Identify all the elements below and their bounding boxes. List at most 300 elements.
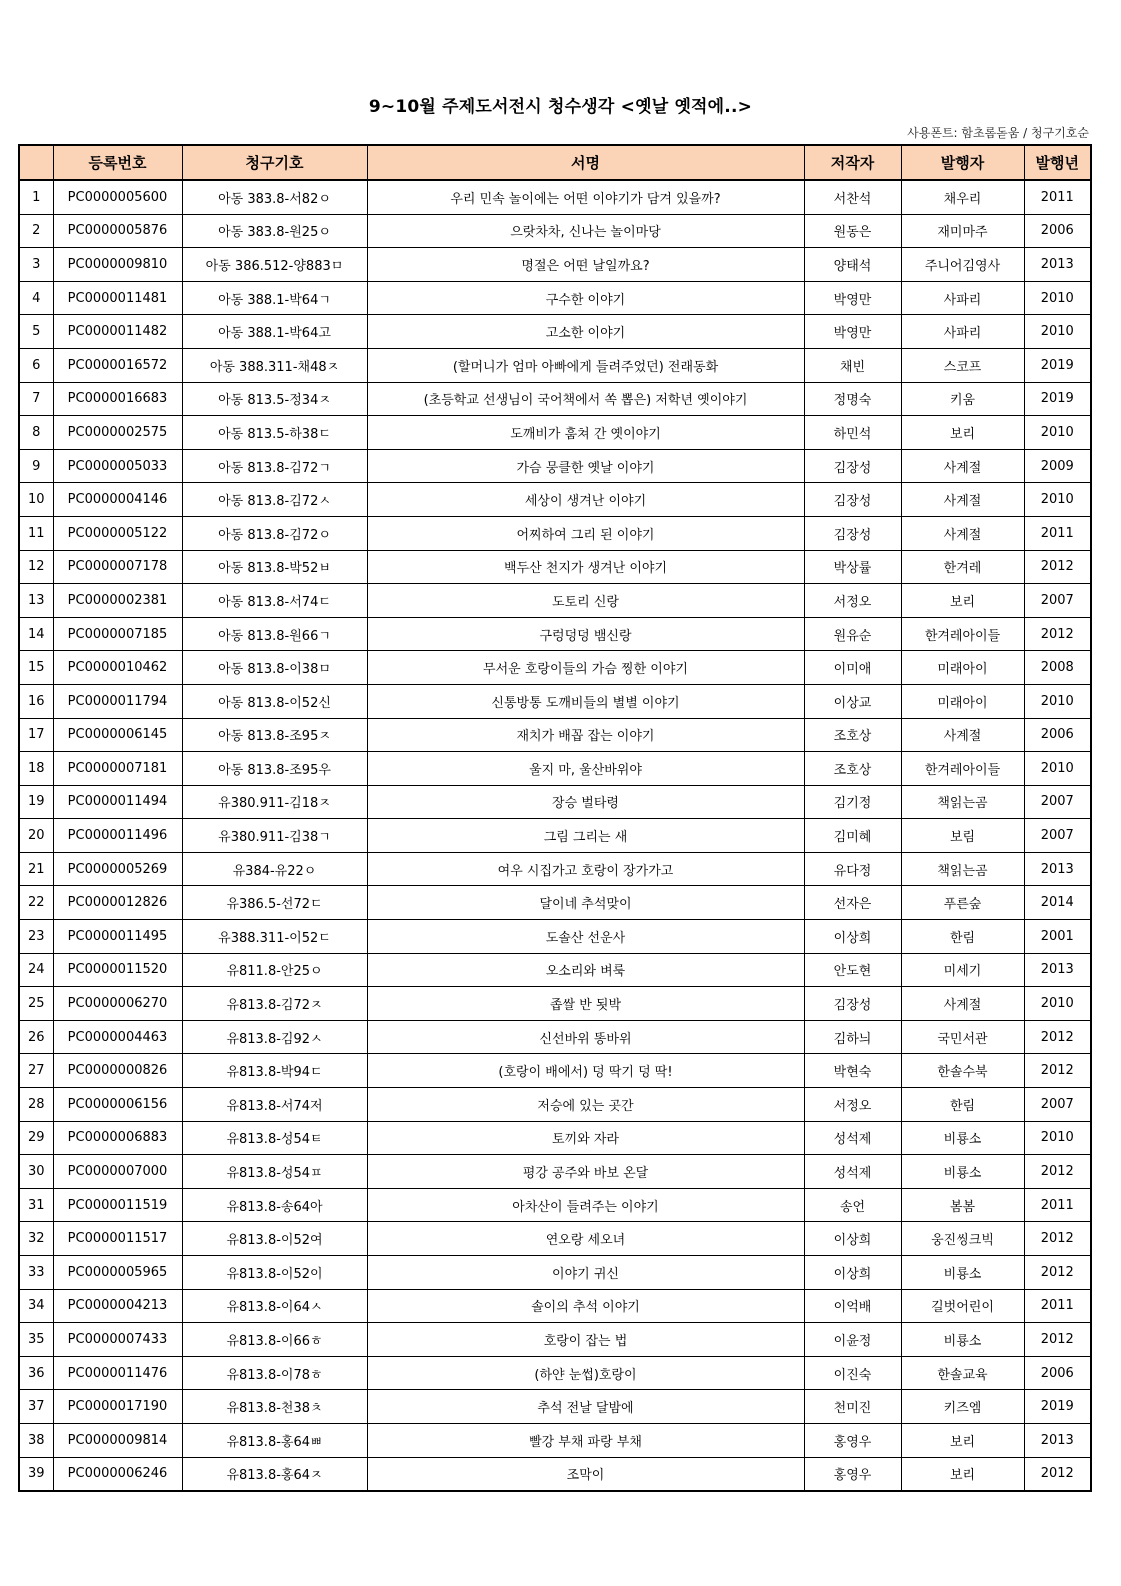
row-index: 29 bbox=[19, 1121, 53, 1155]
book-title: 토끼와 자라 bbox=[367, 1121, 804, 1155]
author: 서찬석 bbox=[804, 180, 901, 214]
author: 조호상 bbox=[804, 752, 901, 786]
book-title: 구수한 이야기 bbox=[367, 281, 804, 315]
book-title: 아차산이 들려주는 이야기 bbox=[367, 1188, 804, 1222]
author: 선자은 bbox=[804, 886, 901, 920]
call-number: 유813.8-송64아 bbox=[182, 1188, 367, 1222]
book-title: 백두산 천지가 생겨난 이야기 bbox=[367, 550, 804, 584]
book-title: 재치가 배꼽 잡는 이야기 bbox=[367, 718, 804, 752]
call-number: 유813.8-이52이 bbox=[182, 1256, 367, 1290]
author: 김장성 bbox=[804, 483, 901, 517]
call-number: 유813.8-성54ㅍ bbox=[182, 1155, 367, 1189]
table-row bbox=[19, 953, 1091, 987]
table-row bbox=[19, 1289, 1091, 1323]
book-title: (호랑이 배에서) 덩 딱기 덩 딱! bbox=[367, 1054, 804, 1088]
table-row bbox=[19, 1222, 1091, 1256]
page-title: 9~10월 주제도서전시 청수생각 <옛날 옛적에..> bbox=[368, 97, 753, 117]
table-row bbox=[19, 819, 1091, 853]
call-number: 아동 813.8-조95ㅈ bbox=[182, 718, 367, 752]
table-row bbox=[19, 920, 1091, 954]
publish-year: 2010 bbox=[1024, 483, 1091, 517]
publisher: 한림 bbox=[901, 1088, 1024, 1122]
book-title: 평강 공주와 바보 온달 bbox=[367, 1155, 804, 1189]
publisher: 채우리 bbox=[901, 180, 1024, 214]
author: 이윤정 bbox=[804, 1323, 901, 1357]
book-title: (할머니가 엄마 아빠에게 들려주었던) 전래동화 bbox=[367, 348, 804, 382]
call-number: 아동 813.5-하38ㄷ bbox=[182, 416, 367, 450]
call-number: 유813.8-이64ㅅ bbox=[182, 1289, 367, 1323]
row-index: 23 bbox=[19, 920, 53, 954]
publisher: 길벗어린이 bbox=[901, 1289, 1024, 1323]
registration-number: PC0000011520 bbox=[53, 953, 182, 987]
table-row bbox=[19, 584, 1091, 618]
publish-year: 2006 bbox=[1024, 718, 1091, 752]
author: 조호상 bbox=[804, 718, 901, 752]
publisher: 사계절 bbox=[901, 718, 1024, 752]
row-index: 28 bbox=[19, 1088, 53, 1122]
registration-number: PC0000007000 bbox=[53, 1155, 182, 1189]
publisher: 한림 bbox=[901, 920, 1024, 954]
book-title: 세상이 생겨난 이야기 bbox=[367, 483, 804, 517]
header-index bbox=[19, 145, 53, 180]
table-row bbox=[19, 651, 1091, 685]
publish-year: 2007 bbox=[1024, 819, 1091, 853]
row-index: 32 bbox=[19, 1222, 53, 1256]
publisher: 미래아이 bbox=[901, 684, 1024, 718]
table-row bbox=[19, 886, 1091, 920]
call-number: 유811.8-안25ㅇ bbox=[182, 953, 367, 987]
publish-year: 2007 bbox=[1024, 785, 1091, 819]
book-title: 저승에 있는 곳간 bbox=[367, 1088, 804, 1122]
publish-year: 2010 bbox=[1024, 1121, 1091, 1155]
book-title: 도솔산 선운사 bbox=[367, 920, 804, 954]
call-number: 아동 813.8-김72ㅇ bbox=[182, 516, 367, 550]
row-index: 27 bbox=[19, 1054, 53, 1088]
publisher: 사파리 bbox=[901, 281, 1024, 315]
registration-number: PC0000005033 bbox=[53, 449, 182, 483]
registration-number: PC0000016683 bbox=[53, 382, 182, 416]
registration-number: PC0000017190 bbox=[53, 1390, 182, 1424]
author: 양태석 bbox=[804, 248, 901, 282]
author: 하민석 bbox=[804, 416, 901, 450]
table-row bbox=[19, 1121, 1091, 1155]
author: 송언 bbox=[804, 1188, 901, 1222]
row-index: 19 bbox=[19, 785, 53, 819]
author: 이상희 bbox=[804, 1256, 901, 1290]
header-author: 저작자 bbox=[804, 145, 901, 180]
table-row bbox=[19, 1054, 1091, 1088]
author: 서정오 bbox=[804, 1088, 901, 1122]
call-number: 아동 383.8-원25ㅇ bbox=[182, 214, 367, 248]
publisher: 보리 bbox=[901, 1423, 1024, 1457]
row-index: 3 bbox=[19, 248, 53, 282]
book-title: 무서운 호랑이들의 가슴 찡한 이야기 bbox=[367, 651, 804, 685]
publisher: 국민서관 bbox=[901, 1020, 1024, 1054]
book-title: (초등학교 선생님이 국어책에서 쏙 뽑은) 저학년 옛이야기 bbox=[367, 382, 804, 416]
book-title: 여우 시집가고 호랑이 장가가고 bbox=[367, 852, 804, 886]
call-number: 아동 388.1-박64ㄱ bbox=[182, 281, 367, 315]
call-number: 아동 388.1-박64고 bbox=[182, 315, 367, 349]
call-number: 아동 383.8-서82ㅇ bbox=[182, 180, 367, 214]
table-row bbox=[19, 852, 1091, 886]
author: 이미애 bbox=[804, 651, 901, 685]
author: 박현숙 bbox=[804, 1054, 901, 1088]
author: 유다정 bbox=[804, 852, 901, 886]
publish-year: 2012 bbox=[1024, 617, 1091, 651]
table-row bbox=[19, 315, 1091, 349]
publish-year: 2011 bbox=[1024, 180, 1091, 214]
row-index: 22 bbox=[19, 886, 53, 920]
publisher: 주니어김영사 bbox=[901, 248, 1024, 282]
registration-number: PC0000011481 bbox=[53, 281, 182, 315]
row-index: 31 bbox=[19, 1188, 53, 1222]
author: 김장성 bbox=[804, 987, 901, 1021]
author: 서정오 bbox=[804, 584, 901, 618]
table-row bbox=[19, 752, 1091, 786]
row-index: 15 bbox=[19, 651, 53, 685]
book-title: 추석 전날 달밤에 bbox=[367, 1390, 804, 1424]
publisher: 비룡소 bbox=[901, 1323, 1024, 1357]
table-row bbox=[19, 416, 1091, 450]
table-row bbox=[19, 684, 1091, 718]
publish-year: 2001 bbox=[1024, 920, 1091, 954]
call-number: 유386.5-선72ㄷ bbox=[182, 886, 367, 920]
registration-number: PC0000002381 bbox=[53, 584, 182, 618]
publish-year: 2013 bbox=[1024, 852, 1091, 886]
registration-number: PC0000004146 bbox=[53, 483, 182, 517]
registration-number: PC0000004463 bbox=[53, 1020, 182, 1054]
table-row bbox=[19, 348, 1091, 382]
row-index: 5 bbox=[19, 315, 53, 349]
publish-year: 2008 bbox=[1024, 651, 1091, 685]
publisher: 보리 bbox=[901, 584, 1024, 618]
book-title: 조막이 bbox=[367, 1457, 804, 1491]
book-title: 울지 마, 울산바위야 bbox=[367, 752, 804, 786]
call-number: 아동 813.8-원66ㄱ bbox=[182, 617, 367, 651]
registration-number: PC0000011517 bbox=[53, 1222, 182, 1256]
publisher: 한겨레 bbox=[901, 550, 1024, 584]
header-registration-number: 등록번호 bbox=[53, 145, 182, 180]
registration-number: PC0000012826 bbox=[53, 886, 182, 920]
font-note: 사용폰트: 함초롬돋움 / 청구기호순 bbox=[907, 126, 1089, 140]
table-row bbox=[19, 1155, 1091, 1189]
publish-year: 2013 bbox=[1024, 953, 1091, 987]
publisher: 키즈엠 bbox=[901, 1390, 1024, 1424]
table-row bbox=[19, 1423, 1091, 1457]
author: 김장성 bbox=[804, 516, 901, 550]
book-list-table bbox=[18, 144, 1092, 1492]
author: 김기정 bbox=[804, 785, 901, 819]
publisher: 책읽는곰 bbox=[901, 785, 1024, 819]
registration-number: PC0000004213 bbox=[53, 1289, 182, 1323]
row-index: 11 bbox=[19, 516, 53, 550]
book-title: 빨강 부채 파랑 부채 bbox=[367, 1423, 804, 1457]
call-number: 유813.8-김92ㅅ bbox=[182, 1020, 367, 1054]
book-title: 신선바위 똥바위 bbox=[367, 1020, 804, 1054]
row-index: 16 bbox=[19, 684, 53, 718]
registration-number: PC0000005876 bbox=[53, 214, 182, 248]
publish-year: 2012 bbox=[1024, 1256, 1091, 1290]
call-number: 유813.8-서74저 bbox=[182, 1088, 367, 1122]
call-number: 아동 813.5-정34ㅈ bbox=[182, 382, 367, 416]
publisher: 한겨레아이들 bbox=[901, 617, 1024, 651]
table-row bbox=[19, 987, 1091, 1021]
author: 홍영우 bbox=[804, 1457, 901, 1491]
author: 이상희 bbox=[804, 1222, 901, 1256]
call-number: 아동 813.8-조95우 bbox=[182, 752, 367, 786]
table-row bbox=[19, 1088, 1091, 1122]
publisher: 푸른숲 bbox=[901, 886, 1024, 920]
header-book-title: 서명 bbox=[367, 145, 804, 180]
registration-number: PC0000009810 bbox=[53, 248, 182, 282]
publisher: 사계절 bbox=[901, 483, 1024, 517]
registration-number: PC0000007178 bbox=[53, 550, 182, 584]
book-title: 장승 벌타령 bbox=[367, 785, 804, 819]
book-title: 그림 그리는 새 bbox=[367, 819, 804, 853]
book-title: 신통방통 도깨비들의 별별 이야기 bbox=[367, 684, 804, 718]
publisher: 웅진씽크빅 bbox=[901, 1222, 1024, 1256]
call-number: 아동 388.311-채48ㅈ bbox=[182, 348, 367, 382]
author: 이억배 bbox=[804, 1289, 901, 1323]
table-row bbox=[19, 382, 1091, 416]
publish-year: 2006 bbox=[1024, 1356, 1091, 1390]
publisher: 책읽는곰 bbox=[901, 852, 1024, 886]
call-number: 아동 813.8-이38ㅁ bbox=[182, 651, 367, 685]
registration-number: PC0000007185 bbox=[53, 617, 182, 651]
table-row bbox=[19, 281, 1091, 315]
registration-number: PC0000006156 bbox=[53, 1088, 182, 1122]
table-row bbox=[19, 449, 1091, 483]
header-call-number: 청구기호 bbox=[182, 145, 367, 180]
row-index: 14 bbox=[19, 617, 53, 651]
registration-number: PC0000011495 bbox=[53, 920, 182, 954]
table-row bbox=[19, 1256, 1091, 1290]
registration-number: PC0000010462 bbox=[53, 651, 182, 685]
publish-year: 2012 bbox=[1024, 1457, 1091, 1491]
publish-year: 2019 bbox=[1024, 1390, 1091, 1424]
registration-number: PC0000011476 bbox=[53, 1356, 182, 1390]
publish-year: 2010 bbox=[1024, 281, 1091, 315]
table-row bbox=[19, 180, 1091, 214]
publish-year: 2006 bbox=[1024, 214, 1091, 248]
call-number: 유813.8-홍64ㅃ bbox=[182, 1423, 367, 1457]
publish-year: 2011 bbox=[1024, 1289, 1091, 1323]
registration-number: PC0000005122 bbox=[53, 516, 182, 550]
book-title: 호랑이 잡는 법 bbox=[367, 1323, 804, 1357]
registration-number: PC0000016572 bbox=[53, 348, 182, 382]
row-index: 25 bbox=[19, 987, 53, 1021]
author: 홍영우 bbox=[804, 1423, 901, 1457]
table-row bbox=[19, 785, 1091, 819]
book-title: 으랏차차, 신나는 놀이마당 bbox=[367, 214, 804, 248]
book-title: 솔이의 추석 이야기 bbox=[367, 1289, 804, 1323]
call-number: 유813.8-홍64ㅈ bbox=[182, 1457, 367, 1491]
publisher: 재미마주 bbox=[901, 214, 1024, 248]
registration-number: PC0000005600 bbox=[53, 180, 182, 214]
registration-number: PC0000007433 bbox=[53, 1323, 182, 1357]
publish-year: 2019 bbox=[1024, 348, 1091, 382]
row-index: 17 bbox=[19, 718, 53, 752]
publish-year: 2010 bbox=[1024, 987, 1091, 1021]
publish-year: 2019 bbox=[1024, 382, 1091, 416]
publisher: 사파리 bbox=[901, 315, 1024, 349]
publish-year: 2009 bbox=[1024, 449, 1091, 483]
row-index: 10 bbox=[19, 483, 53, 517]
publish-year: 2012 bbox=[1024, 550, 1091, 584]
book-title: 오소리와 벼룩 bbox=[367, 953, 804, 987]
book-title: 달이네 추석맞이 bbox=[367, 886, 804, 920]
publish-year: 2012 bbox=[1024, 1155, 1091, 1189]
author: 박상률 bbox=[804, 550, 901, 584]
table-row bbox=[19, 483, 1091, 517]
publisher: 미세기 bbox=[901, 953, 1024, 987]
call-number: 유813.8-이52여 bbox=[182, 1222, 367, 1256]
publish-year: 2013 bbox=[1024, 1423, 1091, 1457]
publish-year: 2012 bbox=[1024, 1020, 1091, 1054]
publish-year: 2007 bbox=[1024, 584, 1091, 618]
book-title: 연오랑 세오녀 bbox=[367, 1222, 804, 1256]
publish-year: 2011 bbox=[1024, 516, 1091, 550]
registration-number: PC0000006246 bbox=[53, 1457, 182, 1491]
registration-number: PC0000005965 bbox=[53, 1256, 182, 1290]
registration-number: PC0000011794 bbox=[53, 684, 182, 718]
table-row bbox=[19, 617, 1091, 651]
table-row bbox=[19, 516, 1091, 550]
book-title: 이야기 귀신 bbox=[367, 1256, 804, 1290]
book-title: 명절은 어떤 날일까요? bbox=[367, 248, 804, 282]
registration-number: PC0000011482 bbox=[53, 315, 182, 349]
row-index: 26 bbox=[19, 1020, 53, 1054]
author: 이진숙 bbox=[804, 1356, 901, 1390]
publisher: 보림 bbox=[901, 819, 1024, 853]
row-index: 37 bbox=[19, 1390, 53, 1424]
author: 김미혜 bbox=[804, 819, 901, 853]
author: 성석제 bbox=[804, 1155, 901, 1189]
row-index: 33 bbox=[19, 1256, 53, 1290]
row-index: 38 bbox=[19, 1423, 53, 1457]
publisher: 비룡소 bbox=[901, 1121, 1024, 1155]
call-number: 아동 813.8-박52ㅂ bbox=[182, 550, 367, 584]
book-title: 우리 민속 놀이에는 어떤 이야기가 담겨 있을까? bbox=[367, 180, 804, 214]
publish-year: 2012 bbox=[1024, 1222, 1091, 1256]
author: 이상희 bbox=[804, 920, 901, 954]
header-year: 발행년 bbox=[1024, 145, 1091, 180]
registration-number: PC0000002575 bbox=[53, 416, 182, 450]
row-index: 8 bbox=[19, 416, 53, 450]
registration-number: PC0000006270 bbox=[53, 987, 182, 1021]
registration-number: PC0000005269 bbox=[53, 852, 182, 886]
publish-year: 2010 bbox=[1024, 752, 1091, 786]
row-index: 18 bbox=[19, 752, 53, 786]
call-number: 유813.8-천38ㅊ bbox=[182, 1390, 367, 1424]
table-row bbox=[19, 1323, 1091, 1357]
row-index: 4 bbox=[19, 281, 53, 315]
book-title: 가슴 뭉클한 옛날 이야기 bbox=[367, 449, 804, 483]
publisher: 보리 bbox=[901, 416, 1024, 450]
call-number: 아동 813.8-김72ㄱ bbox=[182, 449, 367, 483]
author: 정명숙 bbox=[804, 382, 901, 416]
table-row bbox=[19, 1356, 1091, 1390]
publish-year: 2014 bbox=[1024, 886, 1091, 920]
publisher: 봄봄 bbox=[901, 1188, 1024, 1222]
row-index: 2 bbox=[19, 214, 53, 248]
publisher: 사계절 bbox=[901, 449, 1024, 483]
row-index: 13 bbox=[19, 584, 53, 618]
call-number: 유813.8-김72ㅈ bbox=[182, 987, 367, 1021]
row-index: 30 bbox=[19, 1155, 53, 1189]
row-index: 20 bbox=[19, 819, 53, 853]
author: 채빈 bbox=[804, 348, 901, 382]
call-number: 아동 813.8-이52신 bbox=[182, 684, 367, 718]
call-number: 유813.8-성54ㅌ bbox=[182, 1121, 367, 1155]
publish-year: 2010 bbox=[1024, 315, 1091, 349]
row-index: 39 bbox=[19, 1457, 53, 1491]
author: 김장성 bbox=[804, 449, 901, 483]
author: 김하늬 bbox=[804, 1020, 901, 1054]
row-index: 35 bbox=[19, 1323, 53, 1357]
book-title: (하얀 눈썹)호랑이 bbox=[367, 1356, 804, 1390]
table-row bbox=[19, 718, 1091, 752]
header-publisher: 발행자 bbox=[901, 145, 1024, 180]
row-index: 9 bbox=[19, 449, 53, 483]
call-number: 유380.911-김18ㅈ bbox=[182, 785, 367, 819]
row-index: 6 bbox=[19, 348, 53, 382]
book-title: 좁쌀 반 됫박 bbox=[367, 987, 804, 1021]
publisher: 스코프 bbox=[901, 348, 1024, 382]
publisher: 한솔수북 bbox=[901, 1054, 1024, 1088]
publisher: 미래아이 bbox=[901, 651, 1024, 685]
author: 안도현 bbox=[804, 953, 901, 987]
call-number: 아동 813.8-서74ㄷ bbox=[182, 584, 367, 618]
book-title: 도깨비가 훔쳐 간 옛이야기 bbox=[367, 416, 804, 450]
table-row bbox=[19, 1020, 1091, 1054]
call-number: 유813.8-이66ㅎ bbox=[182, 1323, 367, 1357]
publish-year: 2010 bbox=[1024, 416, 1091, 450]
publish-year: 2011 bbox=[1024, 1188, 1091, 1222]
call-number: 유813.8-박94ㄷ bbox=[182, 1054, 367, 1088]
book-title: 고소한 이야기 bbox=[367, 315, 804, 349]
table-row bbox=[19, 550, 1091, 584]
registration-number: PC0000009814 bbox=[53, 1423, 182, 1457]
registration-number: PC0000006883 bbox=[53, 1121, 182, 1155]
author: 박영만 bbox=[804, 281, 901, 315]
publisher: 사계절 bbox=[901, 987, 1024, 1021]
registration-number: PC0000007181 bbox=[53, 752, 182, 786]
row-index: 34 bbox=[19, 1289, 53, 1323]
registration-number: PC0000011494 bbox=[53, 785, 182, 819]
table-row bbox=[19, 1390, 1091, 1424]
table-row bbox=[19, 1188, 1091, 1222]
registration-number: PC0000000826 bbox=[53, 1054, 182, 1088]
author: 성석제 bbox=[804, 1121, 901, 1155]
publisher: 사계절 bbox=[901, 516, 1024, 550]
publisher: 한솔교육 bbox=[901, 1356, 1024, 1390]
call-number: 아동 386.512-양883ㅁ bbox=[182, 248, 367, 282]
registration-number: PC0000011496 bbox=[53, 819, 182, 853]
publish-year: 2007 bbox=[1024, 1088, 1091, 1122]
publisher: 보리 bbox=[901, 1457, 1024, 1491]
table-row bbox=[19, 248, 1091, 282]
call-number: 유380.911-김38ㄱ bbox=[182, 819, 367, 853]
table-row bbox=[19, 1457, 1091, 1491]
author: 원유순 bbox=[804, 617, 901, 651]
book-title: 구렁덩덩 뱀신랑 bbox=[367, 617, 804, 651]
row-index: 21 bbox=[19, 852, 53, 886]
publisher: 비룡소 bbox=[901, 1256, 1024, 1290]
row-index: 7 bbox=[19, 382, 53, 416]
call-number: 유813.8-이78ㅎ bbox=[182, 1356, 367, 1390]
publisher: 비룡소 bbox=[901, 1155, 1024, 1189]
